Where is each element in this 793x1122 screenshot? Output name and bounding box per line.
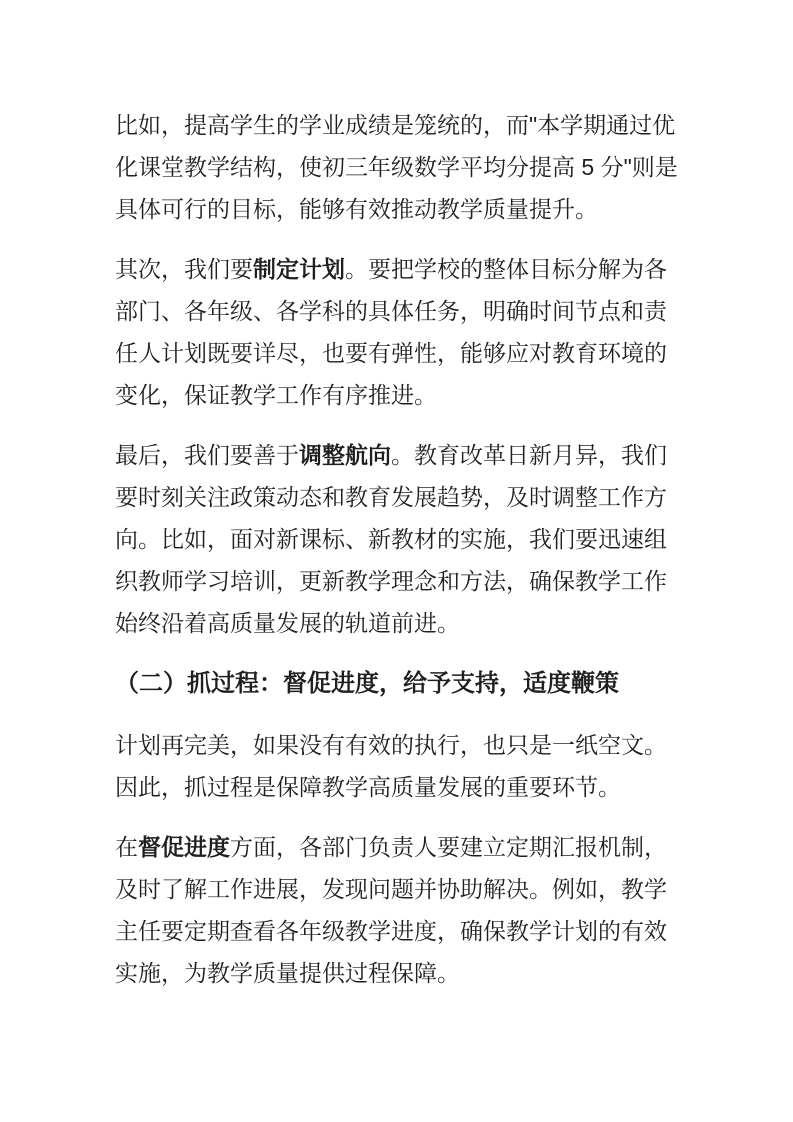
paragraph	[115, 434, 678, 644]
body-text: 方面，各部门负责人要建立定期汇报机制，及时了解工作进展，发现问题并协助解决。例如，教学主任要定期查看各年级教学进度，确保教学计划的有效实施，为教学质量提供过程保障。	[115, 834, 667, 986]
body-text: 。教育改革日新月异，我们要时刻关注政策动态和教育发展趋势，及时调整工作方向。比如，面对新课标、新教材的实施，我们要迅速组织教师学习培训，更新教学理念和方法，确保教学工作始终沿着高质量发展的轨道前进。	[115, 442, 667, 636]
body-text: 。要把学校的整体目标分解为各部门、各年级、各学科的具体任务，明确时间节点和责任人计划既要详尽，也要有弹性，能够应对教育环境的变化，保证教学工作有序推进。	[115, 256, 667, 408]
body-text: 在	[115, 834, 138, 860]
paragraph	[115, 826, 678, 994]
emphasis-text: （二）抓过程：督促进度，给予支持，适度鞭策	[115, 670, 619, 697]
body-text: 最后，我们要善于	[115, 442, 299, 468]
emphasis-text: 制定计划	[253, 256, 345, 282]
emphasis-text: 调整航向	[299, 442, 391, 468]
paragraph	[115, 724, 678, 808]
paragraph	[115, 248, 678, 416]
emphasis-text: 督促进度	[138, 834, 230, 860]
paragraph	[115, 104, 678, 230]
body-text: 计划再完美，如果没有有效的执行，也只是一纸空文。因此，抓过程是保障教学高质量发展的重要环节。	[115, 732, 667, 800]
body-text: 其次，我们要	[115, 256, 253, 282]
section-heading	[115, 662, 678, 706]
body-text: 比如，提高学生的学业成绩是笼统的，而"本学期通过优化课堂教学结构，使初三年级数学平均分提高 5 分"则是具体可行的目标，能够有效推动教学质量提升。	[115, 112, 678, 222]
